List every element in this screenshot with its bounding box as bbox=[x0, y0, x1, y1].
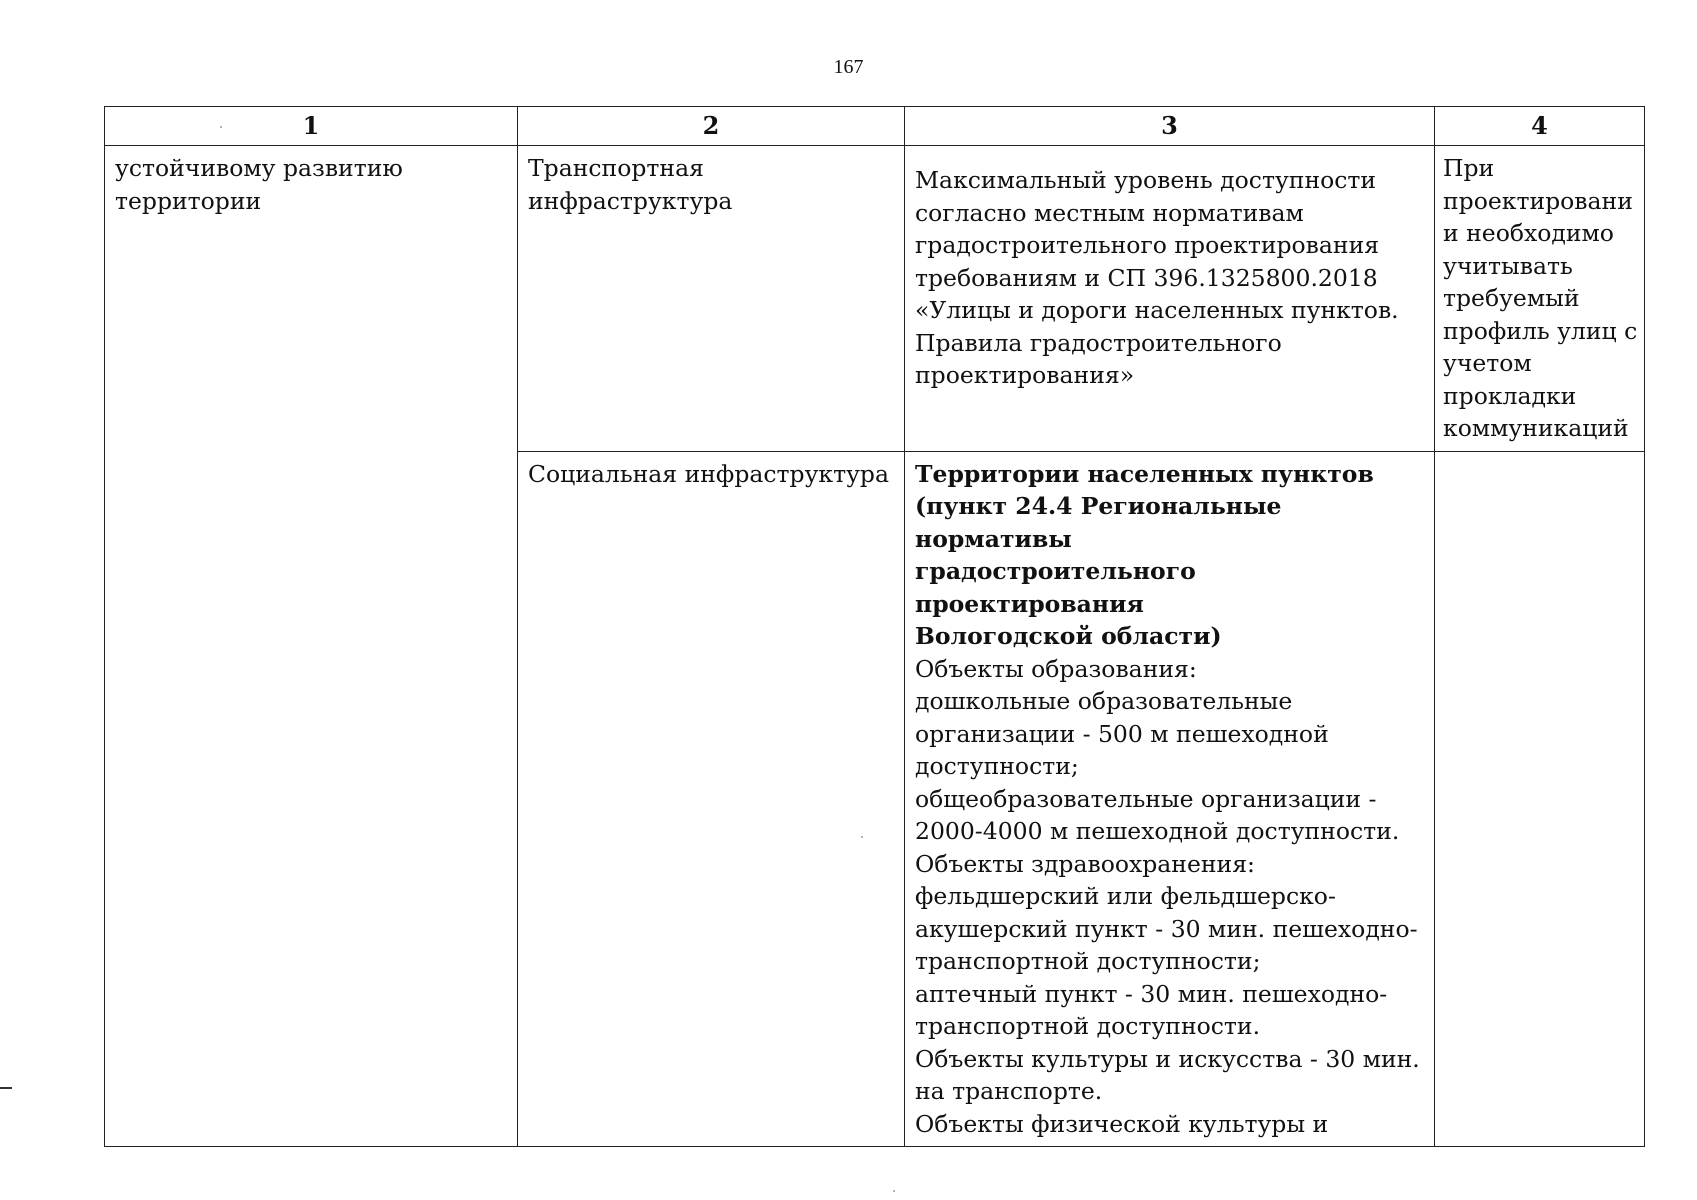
cell-text-line: Объекты образования: bbox=[915, 654, 1197, 683]
cell-text-line: проектировани bbox=[1443, 186, 1633, 215]
cell-text-line: акушерский пункт - 30 мин. пешеходно- bbox=[915, 914, 1418, 943]
header-cell-2: 2 bbox=[518, 107, 905, 146]
cell-text-line: аптечный пункт - 30 мин. пешеходно- bbox=[915, 979, 1388, 1008]
cell-text-line: Объекты здравоохранения: bbox=[915, 849, 1255, 878]
cell-text-line: согласно местным нормативам bbox=[915, 198, 1304, 227]
cell-text-line: фельдшерский или фельдшерско- bbox=[915, 882, 1336, 910]
cell-text-line: доступности; bbox=[915, 752, 1079, 780]
cell-text-line: Объекты культуры и искусства - 30 мин. bbox=[915, 1044, 1420, 1073]
scan-speck bbox=[893, 1190, 895, 1192]
cell-text-line: Транспортная bbox=[528, 154, 704, 182]
cell-text-line: учитывать bbox=[1443, 251, 1573, 280]
table-header-row bbox=[105, 107, 1645, 146]
scan-speck bbox=[220, 126, 222, 128]
cell-text-line: проектирования» bbox=[915, 361, 1135, 389]
cell-bold-line: Территории населенных пунктов bbox=[915, 459, 1374, 488]
header-cell-3: 3 bbox=[905, 107, 1435, 146]
cell-text-line: требуемый bbox=[1443, 284, 1580, 312]
header-cell-1: 1 bbox=[105, 107, 518, 146]
cell-text-line: устойчивому развитию bbox=[115, 154, 403, 182]
scan-speck bbox=[861, 836, 863, 838]
cell-norm-transport bbox=[905, 146, 1435, 452]
cell-text-line: профиль улиц с bbox=[1443, 316, 1638, 345]
cell-bold-line: градостроительного проектирования bbox=[915, 557, 1196, 618]
cell-development-target bbox=[105, 146, 518, 1147]
cell-text-line: 2000-4000 м пешеходной доступности. bbox=[915, 817, 1400, 845]
cell-bold-line: Вологодской области) bbox=[915, 622, 1222, 650]
cell-text-line: дошкольные образовательные bbox=[915, 687, 1293, 715]
cell-text-line: организации - 500 м пешеходной bbox=[915, 719, 1329, 748]
norms-table-container bbox=[104, 106, 1644, 1147]
cell-infrastructure-type-transport bbox=[518, 146, 905, 452]
cell-text-line: на транспорте. bbox=[915, 1077, 1103, 1105]
norms-table bbox=[104, 106, 1645, 1147]
cell-text-line: Объекты физической культуры и bbox=[915, 1109, 1329, 1138]
cell-text-line: градостроительного проектирования bbox=[915, 231, 1380, 259]
page-number: 167 bbox=[833, 56, 864, 78]
cell-note-transport bbox=[1435, 146, 1645, 452]
table-row-transport bbox=[105, 146, 1645, 452]
cell-text-line: транспортной доступности; bbox=[915, 947, 1261, 975]
cell-text-line: прокладки bbox=[1443, 381, 1577, 410]
cell-text-line: Максимальный уровень доступности bbox=[915, 166, 1377, 194]
cell-text-line: территории bbox=[115, 186, 262, 215]
cell-text-line: транспортной доступности. bbox=[915, 1012, 1261, 1040]
cell-infrastructure-type-social bbox=[518, 451, 905, 1147]
cell-text-line: общеобразовательные организации - bbox=[915, 784, 1377, 813]
cell-text-line: «Улицы и дороги населенных пунктов. bbox=[915, 296, 1399, 324]
cell-text-line: инфраструктура bbox=[528, 186, 733, 215]
cell-text-line: При bbox=[1443, 154, 1495, 182]
cell-text-line: Правила градостроительного bbox=[915, 328, 1282, 357]
scan-margin-mark bbox=[0, 1087, 12, 1089]
cell-text-line: учетом bbox=[1443, 349, 1532, 377]
header-cell-4: 4 bbox=[1435, 107, 1645, 146]
cell-text-line: коммуникаций bbox=[1443, 414, 1629, 442]
cell-norm-social bbox=[905, 451, 1435, 1147]
cell-text-line: требованиям и СП 396.1325800.2018 bbox=[915, 263, 1378, 292]
cell-text-line: Социальная инфраструктура bbox=[528, 459, 889, 488]
cell-text-line: и необходимо bbox=[1443, 219, 1614, 247]
cell-bold-line: (пункт 24.4 Региональные нормативы bbox=[915, 492, 1282, 553]
cell-note-social bbox=[1435, 451, 1645, 1147]
